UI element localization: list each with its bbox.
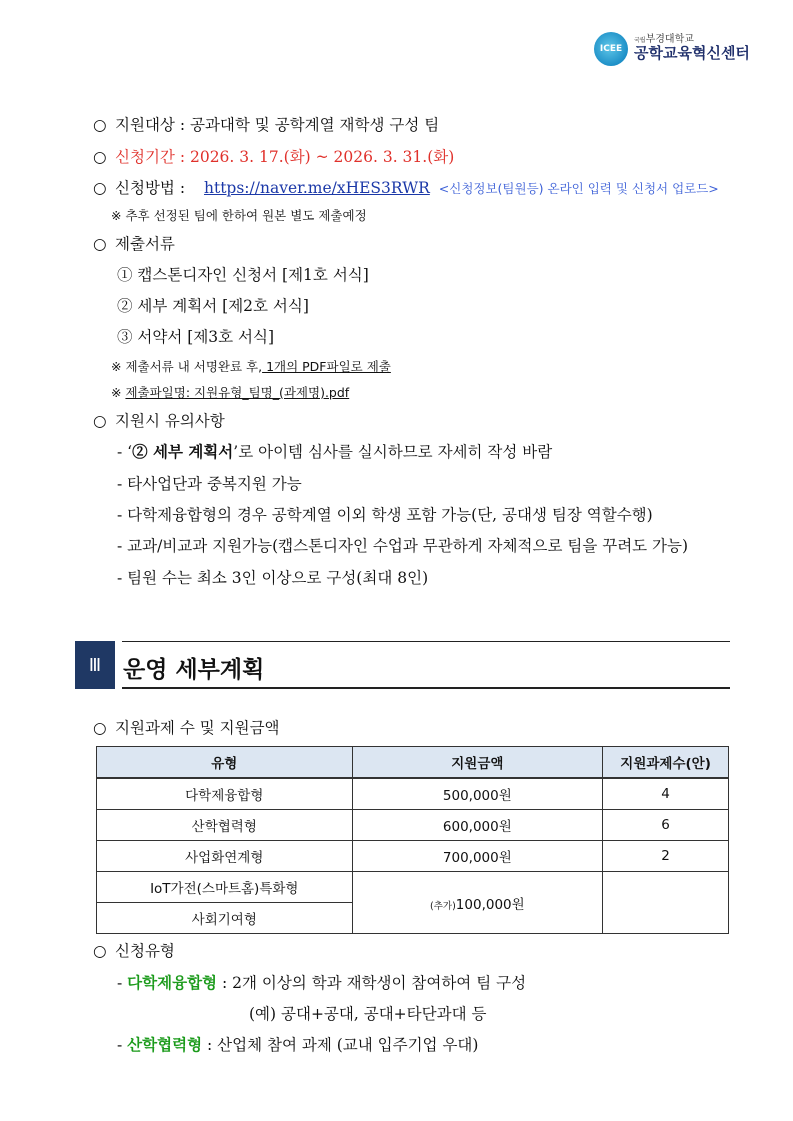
section-top-rule <box>122 641 730 642</box>
docs-note-pdf: ※ 제출서류 내 서명완료 후, 1개의 PDF파일로 제출 <box>111 359 391 374</box>
apply-type-example: (예) 공대+공대, 공대+타단과대 등 <box>249 1005 487 1023</box>
notice-item: - 팀원 수는 최소 3인 이상으로 구성(최대 8인) <box>117 569 429 587</box>
notice-item: - 교과/비교과 지원가능(캡스톤디자인 수업과 무관하게 자체적으로 팀을 꾸려도 가능) <box>117 537 689 555</box>
section-number: Ⅲ <box>75 641 115 689</box>
section-header <box>75 641 730 689</box>
bullet-icon: ○ <box>93 179 107 197</box>
bullet-icon: ○ <box>93 235 107 253</box>
item-notices: ○ 지원시 유의사항 <box>93 412 225 430</box>
application-link[interactable]: https://naver.me/xHES3RWR <box>203 179 430 197</box>
section-bottom-rule <box>122 687 730 689</box>
university-logo <box>594 30 769 70</box>
icee-badge-icon: ICEE <box>594 32 628 66</box>
section-title: 운영 세부계획 <box>123 657 265 683</box>
cell-type: 다학제융합형 <box>97 778 353 810</box>
header-type: 유형 <box>97 747 353 779</box>
table-header-row <box>97 747 729 779</box>
bullet-icon: ○ <box>93 719 107 737</box>
cell-amount: 500,000원 <box>352 778 603 810</box>
header-count: 지원과제수(안) <box>603 747 729 779</box>
notice-item: - 다학제융합형의 경우 공학계열 이외 학생 포함 가능(단, 공대생 팀장 역할수행) <box>117 506 653 524</box>
apply-type-multidisciplinary: - 다학제융합형 : 2개 이상의 학과 재학생이 참여하여 팀 구성 <box>117 973 527 992</box>
bullet-icon: ○ <box>93 148 107 166</box>
logo-prefix: 국립 <box>634 37 646 44</box>
table-row <box>97 841 729 872</box>
docs-note-filename: ※ 제출파일명: 지원유형_팀명_(과제명).pdf <box>111 385 350 400</box>
header-amount: 지원금액 <box>352 747 603 779</box>
bullet-icon: ○ <box>93 412 107 430</box>
item-apply-types: ○ 신청유형 <box>93 942 175 960</box>
item-method: ○ 신청방법 : https://naver.me/xHES3RWR <신청정보(팀원등) 온라인 입력 및 신청서 업로드> <box>93 179 719 197</box>
doc-item: ③ 서약서 [제3호 서식] <box>117 328 275 346</box>
doc-item: ② 세부 계획서 [제2호 서식] <box>117 297 309 315</box>
method-note: <신청정보(팀원등) 온라인 입력 및 신청서 업로드> <box>438 181 719 196</box>
logo-center-name: 공학교육혁신센터 <box>634 44 750 62</box>
funding-table <box>96 746 729 934</box>
bullet-icon: ○ <box>93 116 107 134</box>
apply-type-industry: - 산학협력형 : 산업체 참여 과제 (교내 입주기업 우대) <box>117 1035 479 1054</box>
cell-amount: 600,000원 <box>352 810 603 841</box>
cell-type: IoT가전(스마트홈)특화형 <box>97 872 353 903</box>
item-target: ○ 지원대상 : 공과대학 및 공학계열 재학생 구성 팀 <box>93 116 440 134</box>
doc-item: ① 캡스톤디자인 신청서 [제1호 서식] <box>117 266 369 284</box>
notice-item: - 타사업단과 중복지원 가능 <box>117 475 302 493</box>
cell-amount-merged: (추가)100,000원 <box>352 872 603 934</box>
cell-count: 2 <box>603 841 729 872</box>
table-row <box>97 778 729 810</box>
method-remark: ※ 추후 선정된 팀에 한하여 원본 별도 제출예정 <box>111 208 367 223</box>
item-funding: ○ 지원과제 수 및 지원금액 <box>93 719 280 737</box>
cell-type: 산학협력형 <box>97 810 353 841</box>
table-row <box>97 872 729 903</box>
cell-count: 4 <box>603 778 729 810</box>
table-row <box>97 810 729 841</box>
cell-type: 사업화연계형 <box>97 841 353 872</box>
notice-item: - ‘② 세부 계획서’로 아이템 심사를 실시하므로 자세히 작성 바람 <box>117 442 553 461</box>
bullet-icon: ○ <box>93 942 107 960</box>
cell-count: 6 <box>603 810 729 841</box>
cell-count-merged <box>603 872 729 934</box>
logo-university: 부경대학교 <box>645 34 694 45</box>
cell-type: 사회기여형 <box>97 903 353 934</box>
item-documents: ○ 제출서류 <box>93 235 175 253</box>
item-period: ○ 신청기간 : 2026. 3. 17.(화) ~ 2026. 3. 31.(화) <box>93 148 455 166</box>
cell-amount: 700,000원 <box>352 841 603 872</box>
